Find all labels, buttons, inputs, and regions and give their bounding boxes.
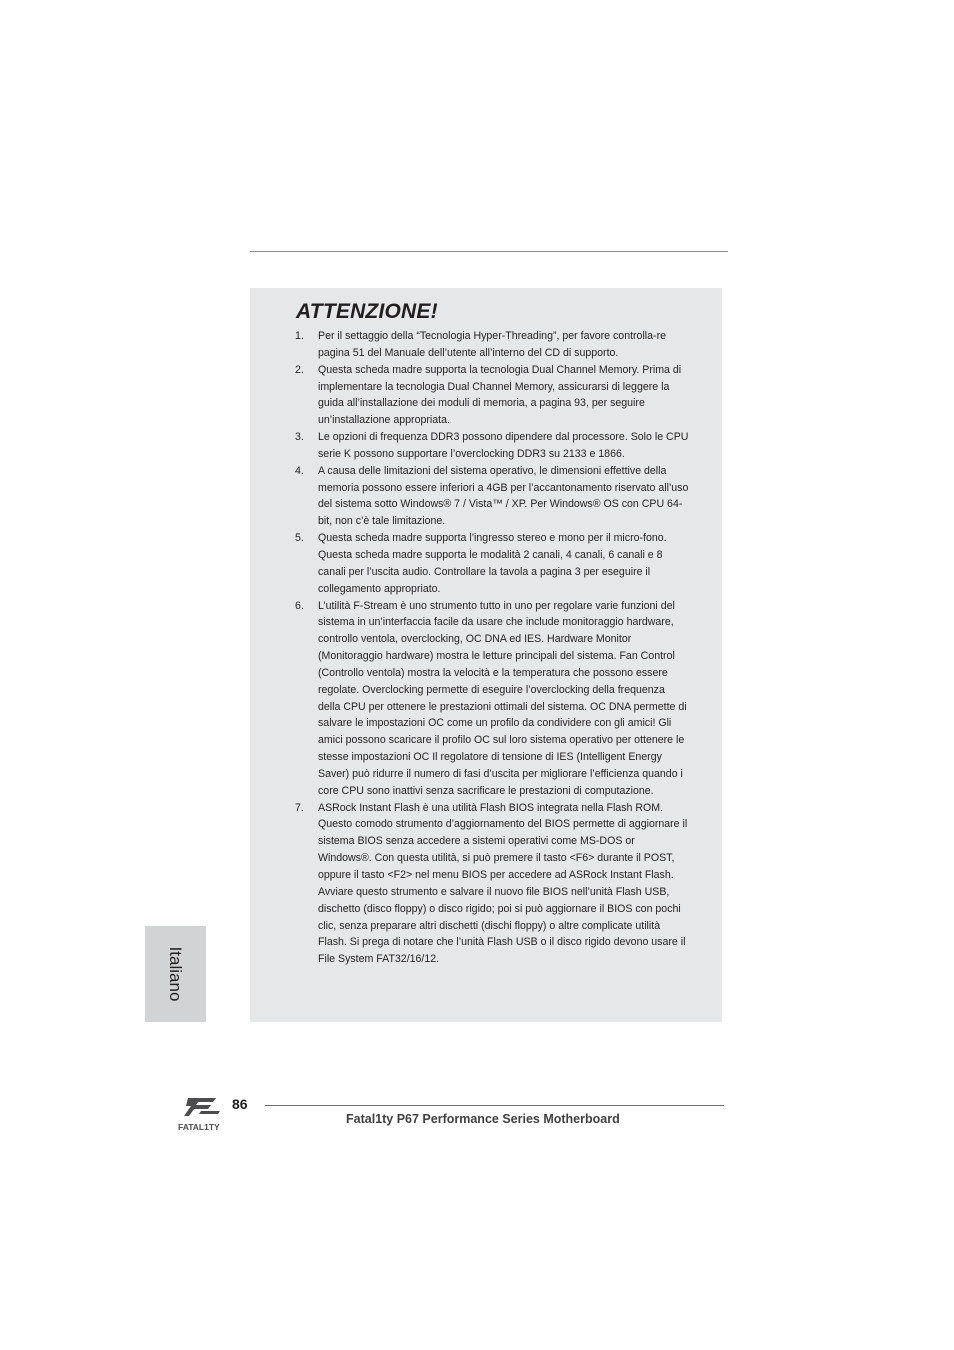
list-item-text: Le opzioni di frequenza DDR3 possono dipendere dal processore. Solo le CPU serie K possono supportare l’overclocking DDR3 su 2133 e 1866.	[318, 431, 689, 460]
fatal1ty-logo	[176, 1095, 232, 1135]
note-title: ATTENZIONE!	[296, 300, 438, 323]
logo-wordmark: FATAL1TY	[178, 1122, 220, 1132]
list-item-number: 7.	[295, 801, 304, 814]
logo-emblem-icon	[184, 1098, 220, 1116]
list-item	[295, 463, 690, 530]
list-item-text: L’utilità F-Stream è uno strumento tutto in uno per regolare varie funzioni del sistema in un’interfaccia facile da usare che include monitoraggio hardware, controllo ventola, overclocking, OC DNA ed IES. Hardware Monitor (Monitoraggio hardware) mostra le letture principali del sistema. Fan Control (Controllo ventola) mostra la velocità e la temperatura che possono essere regolate. Overclocking permette di eseguire l’overclocking della frequenza della CPU per ottenere le prestazioni ottimali del sistema. OC DNA permette di salvare le impostazioni OC come un profilo da condividere con gli amici! Gli amici possono scaricare il profilo OC sul loro sistema operativo per ottenere le stesse impostazioni OC Il regolatore di tensione di IES (Intelligent Energy Saver) può ridurre il numero di fasi d’uscita per migliorare l’efficienza quando i core CPU sono inattivi senza sacrificare le prestazioni di computazione.	[318, 599, 687, 797]
list-item-number: 6.	[295, 599, 304, 612]
list-item-number: 4.	[295, 464, 304, 477]
attention-note-box	[250, 288, 722, 1022]
list-item-text: ASRock Instant Flash è una utilità Flash BIOS integrata nella Flash ROM. Questo comodo strumento d’aggiornamento del BIOS permette di aggiornare il sistema BIOS senza accedere a sistemi operativi come MS-DOS or Windows®. Con questa utilità, si può premere il tasto <F6> durante il POST, oppure il tasto <F2> nel menu BIOS per accedere ad ASRock Instant Flash. Avviare questo strumento e salvare il nuovo file BIOS nell’unità Flash USB, dischetto (disco floppy) o disco rigido; poi si può aggiornare il BIOS con pochi clic, senza preparare altri dischetti (dischi floppy) o altre complicate utilità Flash. Si prega di notare che l’unità Flash USB o il disco rigido devono usare il File System FAT32/16/12.	[318, 801, 688, 966]
footer-title: Fatal1ty P67 Performance Series Motherboard	[346, 1112, 620, 1126]
list-item-text: A causa delle limitazioni del sistema operativo, le dimensioni effettive della memoria possono essere inferiori a 4GB per l’accantonamento riservato all’uso del sistema sotto Windows® 7 / Vista™ / XP. Per Windows® OS con CPU 64-bit, non c’è tale limitazione.	[318, 464, 689, 528]
list-item	[295, 598, 690, 800]
list-item-text: Questa scheda madre supporta l’ingresso stereo e mono per il micro-fono. Questa scheda madre supporta le modalità 2 canali, 4 canali, 6 canali e 8 canali per l’uscita audio. Controllare la tavola a pagina 3 per eseguire il collegamento appropriato.	[318, 532, 667, 595]
top-divider	[250, 251, 728, 252]
list-item-text: Per il settaggio della “Tecnologia Hyper-Threading”, per favore controlla-re pagina 51 del Manuale dell’utente all’interno del CD di supporto.	[318, 330, 666, 359]
list-item	[295, 429, 690, 463]
list-item	[295, 362, 690, 429]
language-label: Italiano	[166, 946, 185, 1002]
note-list	[295, 328, 690, 968]
list-item	[295, 800, 690, 968]
list-item-number: 5.	[295, 532, 304, 545]
list-item-number: 1.	[295, 330, 304, 342]
list-item-number: 2.	[295, 363, 304, 376]
list-item-number: 3.	[295, 431, 304, 444]
list-item-text: Questa scheda madre supporta la tecnologia Dual Channel Memory. Prima di implementare la tecnologia Dual Channel Memory, assicurarsi di leggere la guida all’installazione dei moduli di memoria, a pagina 93, per seguire un’installazione appropriata.	[318, 363, 682, 427]
list-item	[295, 328, 690, 362]
page-number: 86	[232, 1096, 248, 1112]
list-item	[295, 530, 690, 597]
language-side-tab	[145, 926, 206, 1022]
footer-divider	[265, 1105, 724, 1106]
